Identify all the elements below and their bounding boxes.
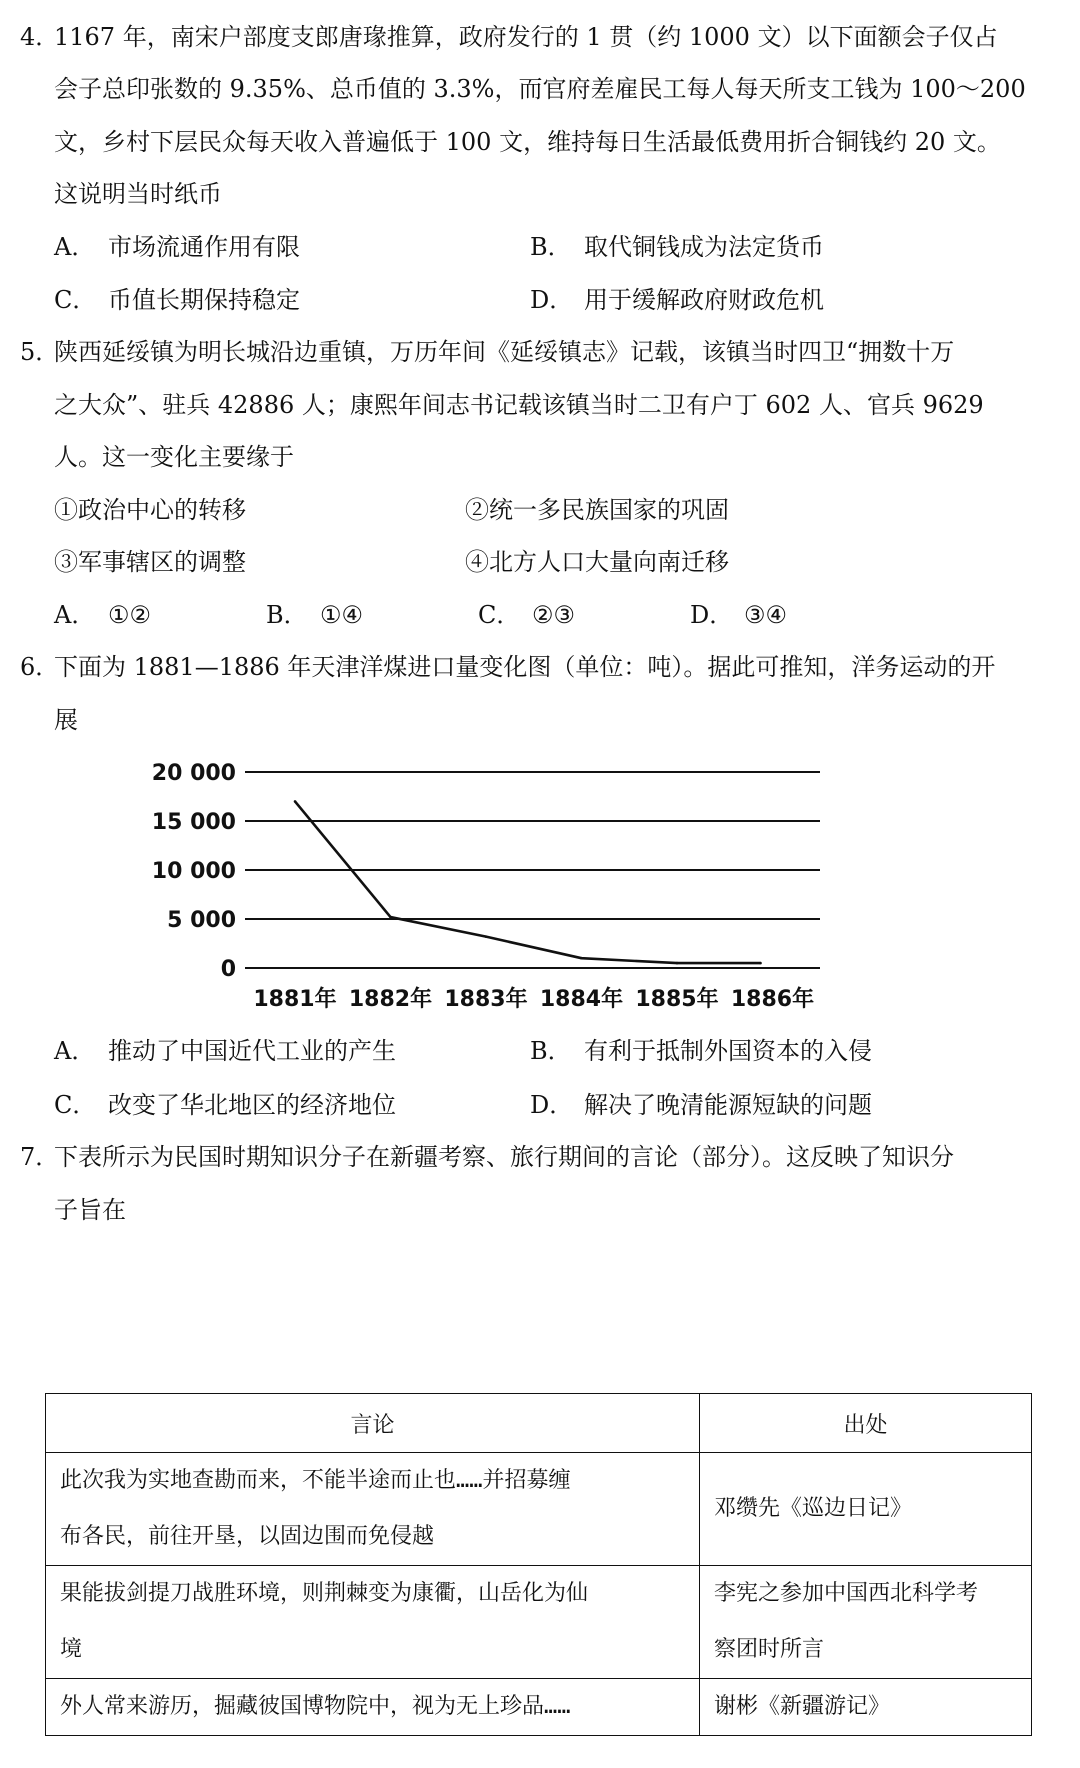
grid-lines	[245, 772, 820, 968]
source-line: 谢彬《新疆游记》	[714, 1694, 891, 1719]
data-point	[580, 957, 583, 960]
option-text: 有利于抵制外国资本的入侵	[584, 1037, 872, 1065]
quote-line: 果能拔剑提刀战胜环境，则荆棘变为康衢，山岳化为仙	[60, 1581, 589, 1606]
option-text: ①②	[108, 601, 152, 629]
quote-cell	[46, 1566, 700, 1679]
coal-import-line-chart	[150, 752, 940, 1052]
source-cell	[700, 1453, 1032, 1566]
option-letter: B．	[530, 233, 572, 261]
source-line: 邓缵先《巡边日记》	[714, 1496, 913, 1521]
question-number: 6．	[20, 653, 60, 681]
quote-line: 外人常来游历，掘藏彼国博物院中，视为无上珍品……	[60, 1694, 571, 1719]
statement-3: ③军事辖区的调整	[54, 548, 246, 576]
data-point	[759, 962, 762, 965]
option-text: ①④	[320, 601, 364, 629]
question-text-line: 陕西延绥镇为明长城沿边重镇，万历年间《延绥镇志》记载，该镇当时四卫“拥数十万	[54, 338, 955, 366]
table-header-row	[46, 1394, 1032, 1453]
x-tick-label: 1885年	[635, 987, 719, 1012]
option-letter: C．	[54, 1091, 97, 1119]
option-text: 解决了晚清能源短缺的问题	[584, 1091, 872, 1119]
question-number: 4．	[20, 23, 60, 51]
option-b[interactable]	[530, 230, 824, 264]
table-row	[46, 1566, 1032, 1679]
question-text-line: 1167 年，南宋户部度支郎唐瑑推算，政府发行的 1 贯（约 1000 文）以下面额会子仅占	[54, 23, 998, 51]
question-text-line: 下面为 1881—1886 年天津洋煤进口量变化图（单位：吨）。据此可推知，洋务运动的开	[54, 653, 996, 681]
option-text: 市场流通作用有限	[108, 233, 300, 261]
option-letter: A．	[54, 601, 96, 629]
y-tick-labels	[152, 761, 236, 982]
option-letter: D．	[690, 601, 734, 629]
question-text-line: 会子总印张数的 9.35%、总币值的 3.3%，而官府差雇民工每人每天所支工钱为 100～200	[54, 75, 1026, 103]
option-text: 币值长期保持稳定	[108, 286, 300, 314]
y-tick-label: 15 000	[151, 810, 236, 835]
option-letter: A．	[54, 233, 96, 261]
statement-2: ②统一多民族国家的巩固	[465, 496, 729, 524]
x-tick-labels	[253, 986, 814, 1012]
quote-cell	[46, 1679, 700, 1736]
y-tick-label: 10 000	[151, 859, 236, 884]
option-c[interactable]	[54, 1088, 396, 1122]
option-d[interactable]	[530, 283, 824, 317]
x-tick-label: 1884年	[539, 987, 624, 1012]
series-line	[295, 801, 761, 963]
option-a[interactable]	[54, 1034, 396, 1068]
data-point	[389, 916, 392, 919]
statement-4: ④北方人口大量向南迁移	[465, 548, 729, 576]
x-tick-label: 1882年	[348, 987, 433, 1012]
option-d[interactable]	[690, 598, 787, 632]
question-text-line: 文，乡村下层民众每天收入普遍低于 100 文，维持每日生活最低费用折合铜钱约 20 文。	[54, 128, 1001, 156]
y-tick-label: 5 000	[167, 908, 236, 933]
source-cell	[700, 1566, 1032, 1679]
quote-cell	[46, 1453, 700, 1566]
option-b[interactable]	[530, 1034, 872, 1068]
option-b[interactable]	[266, 598, 363, 632]
table-row	[46, 1453, 1032, 1566]
data-point	[294, 800, 297, 803]
option-c[interactable]	[478, 598, 575, 632]
option-c[interactable]	[54, 283, 300, 317]
table-row	[46, 1679, 1032, 1736]
quotes-table	[45, 1393, 1032, 1736]
option-a[interactable]	[54, 598, 151, 632]
source-line: 察团时所言	[714, 1637, 825, 1662]
quote-line: 布各民，前往开垦，以固边围而免侵越	[60, 1524, 435, 1549]
series-points	[294, 800, 762, 964]
option-letter: B．	[530, 1037, 572, 1065]
option-text: 推动了中国近代工业的产生	[108, 1037, 396, 1065]
question-text-line: 子旨在	[54, 1196, 126, 1224]
data-point	[485, 935, 488, 938]
x-tick-label: 1881年	[253, 987, 337, 1012]
option-letter: A．	[54, 1037, 96, 1065]
y-tick-label: 0	[220, 957, 236, 982]
option-text: ③④	[744, 601, 788, 629]
question-text-line: 之大众”、驻兵 42886 人；康熙年间志书记载该镇当时二卫有户丁 602 人、官兵 9629	[54, 391, 984, 419]
option-letter: D．	[530, 286, 574, 314]
option-letter: D．	[530, 1091, 574, 1119]
option-letter: C．	[478, 601, 521, 629]
source-cell	[700, 1679, 1032, 1736]
question-text-line: 这说明当时纸币	[54, 180, 222, 208]
option-text: ②③	[532, 601, 576, 629]
question-text-line: 展	[54, 706, 78, 734]
option-a[interactable]	[54, 230, 300, 264]
question-number: 7．	[20, 1143, 60, 1171]
option-letter: C．	[54, 286, 97, 314]
data-point	[676, 962, 679, 965]
question-text-line: 下表所示为民国时期知识分子在新疆考察、旅行期间的言论（部分）。这反映了知识分	[54, 1143, 954, 1171]
x-tick-label: 1886年	[730, 987, 815, 1012]
column-header-quote: 言论	[46, 1394, 700, 1453]
question-number: 5．	[20, 338, 60, 366]
option-d[interactable]	[530, 1088, 872, 1122]
option-text: 改变了华北地区的经济地位	[108, 1091, 396, 1119]
x-tick-label: 1883年	[444, 987, 528, 1012]
option-text: 用于缓解政府财政危机	[584, 286, 824, 314]
column-header-source: 出处	[700, 1394, 1032, 1453]
option-letter: B．	[266, 601, 308, 629]
quote-line: 境	[60, 1637, 83, 1662]
question-text-line: 人。这一变化主要缘于	[54, 443, 294, 471]
statement-1: ①政治中心的转移	[54, 496, 246, 524]
quote-line: 此次我为实地查勘而来，不能半途而止也……并招募缠	[60, 1468, 571, 1493]
y-tick-label: 20 000	[151, 761, 236, 786]
source-line: 李宪之参加中国西北科学考	[714, 1581, 979, 1606]
option-text: 取代铜钱成为法定货币	[584, 233, 824, 261]
